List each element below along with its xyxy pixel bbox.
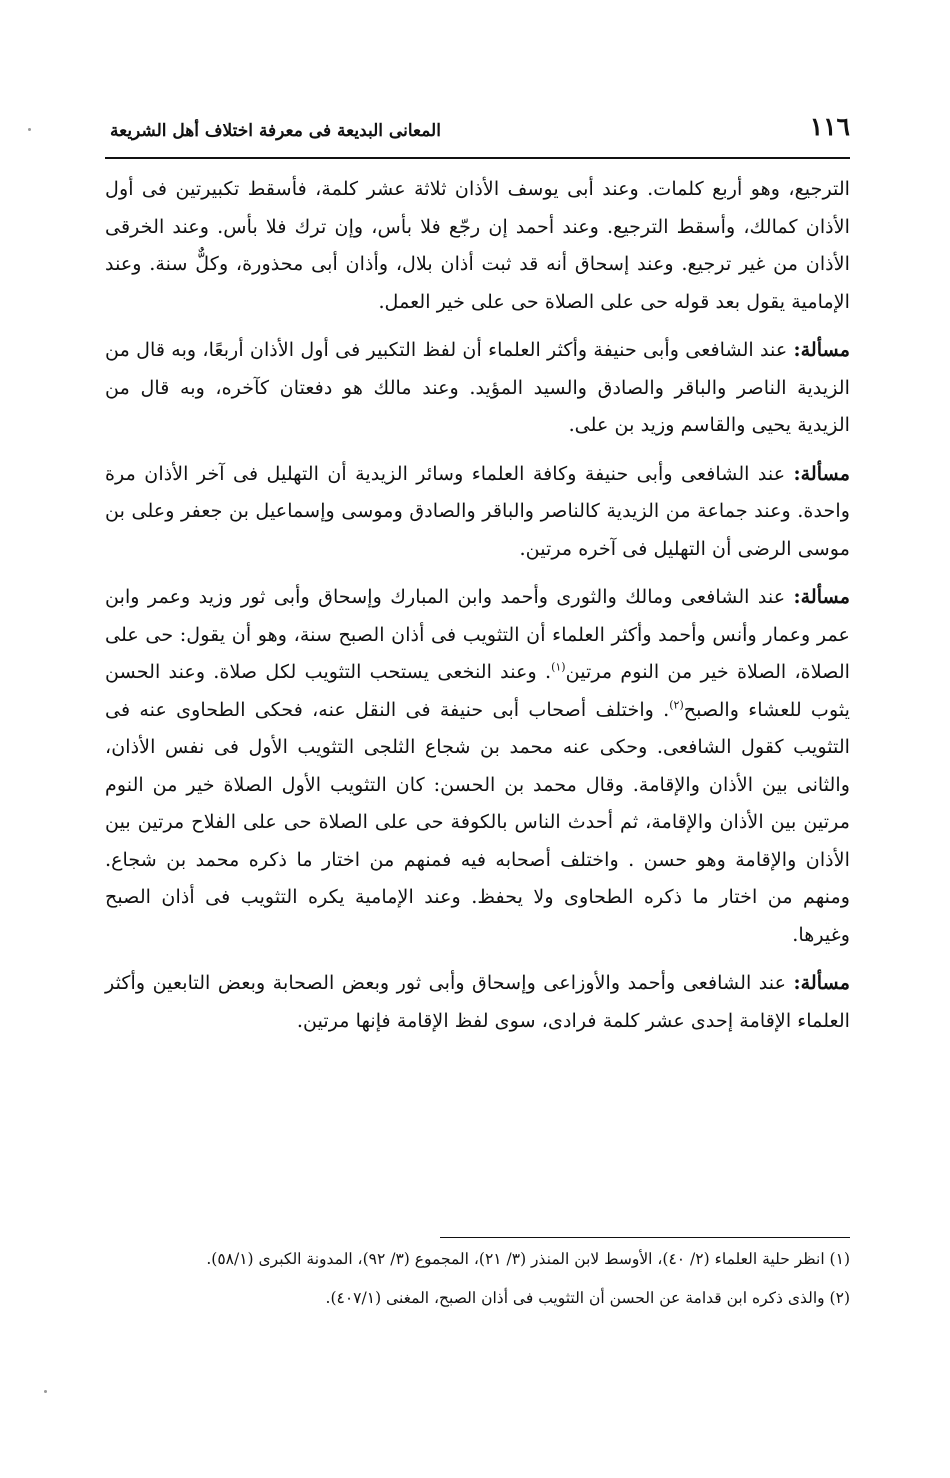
paragraph-text: عند الشافعى وأحمد والأوزاعى وإسحاق وأبى ثور وبعض الصحابة وبعض التابعين وأكثر العلماء الإقامة إحدى عشر كلمة فرادى، سوى لفظ الإقامة فإنها مرتين. xyxy=(105,971,850,1032)
issue-label: مسألة: xyxy=(793,461,850,485)
footnote-2: (٢) والذى ذكره ابن قدامة عن الحسن أن التثويب فى أذان الصبح، المغنى (٤٠٧/١). xyxy=(325,1289,850,1307)
paragraph-text: عند الشافعى وأبى حنيفة وكافة العلماء وسائر الزيدية أن التهليل فى آخر الأذان مرة واحدة. وعند جماعة من الزيدية كالناصر والباقر والصادق وموسى وإسماعيل بن جعفر وعلى بن موسى الرضى أن التهليل فى آخره مرتين. xyxy=(105,461,850,560)
header-rule xyxy=(105,157,850,159)
scan-speck xyxy=(44,1390,47,1393)
issue-label: مسألة: xyxy=(793,585,850,608)
scan-speck xyxy=(28,128,31,131)
issue-label: مسألة: xyxy=(793,971,850,994)
footnote-1: (١) انظر حلية العلماء (٢/ ٤٠)، الأوسط لابن المنذر (٣/ ٢١)، المجموع (٣/ ٩٢)، المدونة الكبرى (٥٨/١). xyxy=(206,1250,850,1268)
footnotes xyxy=(105,1244,850,1322)
footnote-rule xyxy=(440,1237,850,1238)
paragraph-text: عند الشافعى ومالك والثورى وأحمد وابن المبارك وإسحاق وأبى ثور وزيد وعمر وابن عمر وعمار وأنس وأحمد وأكثر العلماء أن التثويب فى أذان الصبح سنة، وهو أن يقول: حى على الصلاة، الصلاة خير من النوم مرتين xyxy=(105,585,850,683)
footnote-ref-2[interactable]: (٢) xyxy=(669,698,684,712)
footnote-ref-1[interactable]: (١) xyxy=(551,660,566,674)
paragraph xyxy=(105,331,850,444)
paragraph-text: . وعند النخعى يستحب التثويب لكل صلاة. وعند الحسن يثوب للعشاء والصبح xyxy=(105,660,850,721)
running-header xyxy=(110,112,850,153)
paragraph xyxy=(105,964,850,1039)
main-text xyxy=(105,170,850,1050)
issue-label: مسألة: xyxy=(793,338,850,361)
page-number: ١١٦ xyxy=(809,112,850,141)
paragraph xyxy=(105,578,850,953)
paragraph xyxy=(105,455,850,568)
paragraph-text: . واختلف أصحاب أبى حنيفة فى النقل عنه، فحكى الطحاوى عنه فى التثويب كقول الشافعى. وحكى عنه محمد بن شجاع الثلجى التثويب الأول فى نفس الأذان، والثانى بين الأذان والإقامة. وقال محمد بن الحسن: كان التثويب الأول الصلاة خير من النوم مرتين بين الأذان والإقامة، ثم أحدث الناس بالكوفة حى على الصلاة حى على الفلاح مرتين بين الأذان والإقامة وهو حسن . واختلف أصحابه فيه فمنهم من اختار ما ذكره محمد بن شجاع. ومنهم من اختار ما ذكره الطحاوى ولا يحفظ. وعند الإمامية يكره التثويب فى أذان الصبح وغيرها. xyxy=(105,697,850,946)
paragraph-text: عند الشافعى وأبى حنيفة وأكثر العلماء أن لفظ التكبير فى أول الأذان أربعًا، وبه قال من الزيدية الناصر والباقر والصادق والسيد المؤيد. وعند مالك هو دفعتان كآخره، وبه قال من الزيدية يحيى والقاسم وزيد بن على. xyxy=(105,338,850,436)
book-title: المعانى البديعة فى معرفة اختلاف أهل الشريعة xyxy=(110,121,441,141)
paragraph-text: الترجيع، وهو أربع كلمات. وعند أبى يوسف الأذان ثلاثة عشر كلمة، فأسقط تكبيرتين فى أول الأذان كمالك، وأسقط الترجيع. وعند أحمد إن رجّع فلا بأس، وإن ترك فلا بأس. وعند الخرقى الأذان من غير ترجيع. وعند إسحاق أنه قد ثبت أذان بلال، وأذان أبى محذورة، وكلٌّ سنة. وعند الإمامية يقول بعد قوله حى على الصلاة حى على خير العمل. xyxy=(105,177,850,313)
paragraph xyxy=(105,170,850,320)
